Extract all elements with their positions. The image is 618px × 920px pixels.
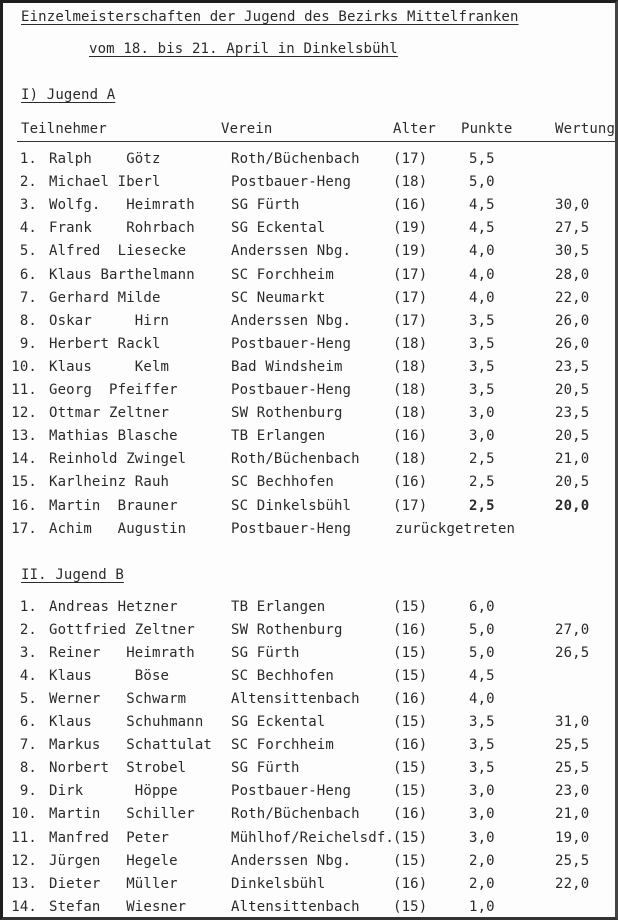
rating-value: 27,0 xyxy=(555,622,590,639)
points-value: 3,5 xyxy=(469,760,495,777)
rating-value: 25,5 xyxy=(555,852,590,869)
club-name: SC Bechhofen xyxy=(231,668,334,685)
section-heading-jugend-a: I) Jugend A xyxy=(21,87,116,103)
row-number: 12. xyxy=(11,852,37,869)
age-value: (15) xyxy=(393,599,428,615)
age-value: (15) xyxy=(393,760,428,777)
row-number: 10. xyxy=(11,806,37,823)
age-value: (16) xyxy=(393,428,428,445)
club-name: Mühlhof/Reichelsdf. xyxy=(231,829,394,846)
participant-name: Klaus Schuhmann xyxy=(49,714,204,731)
age-value: (16) xyxy=(393,691,428,708)
club-name: SW Rothenburg xyxy=(231,622,343,639)
points-value: 3,5 xyxy=(469,335,495,352)
participant-name: Herbert Rackl xyxy=(49,335,161,352)
age-value: (16) xyxy=(393,474,428,491)
participant-name: Ralph Götz xyxy=(49,151,161,167)
rating-value: 20,5 xyxy=(555,382,590,398)
participant-name: Mathias Blasche xyxy=(49,428,178,445)
points-value: 4,0 xyxy=(469,243,495,260)
participant-name: Wolfg. Heimrath xyxy=(49,197,195,214)
rating-value: 20,0 xyxy=(555,497,590,514)
row-number: 7. xyxy=(19,737,37,754)
participant-name: Stefan Wiesner xyxy=(49,898,187,915)
age-value: (16) xyxy=(393,875,428,892)
points-value: 5,0 xyxy=(469,174,495,191)
club-name: SC Forchheim xyxy=(231,266,334,283)
participant-name: Achim Augustin xyxy=(49,520,187,537)
rating-value: 30,0 xyxy=(555,197,590,214)
points-value: 4,0 xyxy=(469,691,495,708)
row-number: 4. xyxy=(19,220,37,237)
age-value: (18) xyxy=(393,405,428,422)
club-name: SC Dinkelsbühl xyxy=(231,497,352,514)
age-value: (17) xyxy=(393,266,428,283)
club-name: Anderssen Nbg. xyxy=(231,243,352,260)
points-value: 4,5 xyxy=(469,197,495,214)
row-number: 8. xyxy=(19,312,37,329)
header-divider xyxy=(17,141,615,142)
age-value: (18) xyxy=(393,335,428,352)
club-name: TB Erlangen xyxy=(231,599,326,615)
club-name: SW Rothenburg xyxy=(231,405,343,422)
row-number: 2. xyxy=(19,622,37,639)
rating-value: 26,0 xyxy=(555,312,590,329)
age-value: (15) xyxy=(393,852,428,869)
participant-name: Alfred Liesecke xyxy=(49,243,187,260)
age-value: (17) xyxy=(393,151,428,167)
points-value: 3,0 xyxy=(469,405,495,422)
club-name: Altensittenbach xyxy=(231,898,360,915)
row-number: 16. xyxy=(11,497,37,514)
points-value: 3,0 xyxy=(469,428,495,445)
rating-value: 26,0 xyxy=(555,335,590,352)
rating-value: 22,0 xyxy=(555,875,590,892)
participant-name: Martin Schiller xyxy=(49,806,195,823)
club-name: SC Bechhofen xyxy=(231,474,334,491)
age-value: (15) xyxy=(393,898,428,915)
row-number: 14. xyxy=(11,898,37,915)
age-value: (16) xyxy=(393,737,428,754)
age-value: (16) xyxy=(393,197,428,214)
club-name: Postbauer-Heng xyxy=(231,520,352,537)
rating-value: 26,5 xyxy=(555,645,590,662)
row-number: 13. xyxy=(11,875,37,892)
club-name: Roth/Büchenbach xyxy=(231,806,360,823)
club-name: Altensittenbach xyxy=(231,691,360,708)
points-value: 3,5 xyxy=(469,714,495,731)
age-value: (15) xyxy=(393,783,428,800)
points-value: 4,5 xyxy=(469,220,495,237)
row-number: 1. xyxy=(19,151,37,167)
points-value: 3,5 xyxy=(469,312,495,329)
participant-name: Norbert Strobel xyxy=(49,760,187,777)
points-value: 5,0 xyxy=(469,622,495,639)
rating-value: 21,0 xyxy=(555,451,590,468)
row-number: 11. xyxy=(11,829,37,846)
rating-value: 21,0 xyxy=(555,806,590,823)
row-number: 14. xyxy=(11,451,37,468)
rating-value: 19,0 xyxy=(555,829,590,846)
points-value: 2,5 xyxy=(469,474,495,491)
row-number: 6. xyxy=(19,714,37,731)
participant-name: Jürgen Hegele xyxy=(49,852,178,869)
club-name: Postbauer-Heng xyxy=(231,783,352,800)
participant-name: Michael Iberl xyxy=(49,174,161,191)
participant-name: Werner Schwarm xyxy=(49,691,187,708)
row-number: 6. xyxy=(19,266,37,283)
participant-name: Martin Brauner xyxy=(49,497,178,514)
rating-value: 25,5 xyxy=(555,760,590,777)
row-number: 12. xyxy=(11,405,37,422)
age-value: (16) xyxy=(393,806,428,823)
participant-name: Klaus Barthelmann xyxy=(49,266,195,283)
participant-name: Gerhard Milde xyxy=(49,289,161,306)
rating-value: 27,5 xyxy=(555,220,590,237)
age-value: (18) xyxy=(393,174,428,191)
participant-name: Manfred Peter xyxy=(49,829,170,846)
club-name: SC Forchheim xyxy=(231,737,334,754)
age-value: (15) xyxy=(393,668,428,685)
age-value: (17) xyxy=(393,312,428,329)
participant-name: Reinhold Zwingel xyxy=(49,451,187,468)
rating-value: 23,5 xyxy=(555,358,590,375)
points-value: 2,5 xyxy=(469,497,495,514)
points-value: 3,5 xyxy=(469,382,495,398)
participant-name: Klaus Kelm xyxy=(49,358,170,375)
participant-name: Georg Pfeiffer xyxy=(49,382,178,398)
club-name: Dinkelsbühl xyxy=(231,875,326,892)
points-value: 3,5 xyxy=(469,358,495,375)
club-name: SG Fürth xyxy=(231,760,300,777)
row-number: 8. xyxy=(19,760,37,777)
rating-value: 23,5 xyxy=(555,405,590,422)
rating-value: 28,0 xyxy=(555,266,590,283)
column-header-punkte: Punkte xyxy=(461,121,513,137)
row-number: 7. xyxy=(19,289,37,306)
column-header-alter: Alter xyxy=(393,121,436,137)
row-number: 2. xyxy=(19,174,37,191)
age-value: (15) xyxy=(393,829,428,846)
age-value: (18) xyxy=(393,451,428,468)
participant-name: Ottmar Zeltner xyxy=(49,405,170,422)
club-name: SC Neumarkt xyxy=(231,289,326,306)
points-value: 3,0 xyxy=(469,783,495,800)
participant-name: Gottfried Zeltner xyxy=(49,622,195,639)
club-name: Bad Windsheim xyxy=(231,358,343,375)
rating-value: 20,5 xyxy=(555,428,590,445)
row-number: 11. xyxy=(11,382,37,398)
title-line-2: vom 18. bis 21. April in Dinkelsbühl xyxy=(89,41,398,57)
row-number: 3. xyxy=(19,645,37,662)
participant-name: Oskar Hirn xyxy=(49,312,170,329)
club-name: SG Fürth xyxy=(231,197,300,214)
points-value: 2,0 xyxy=(469,875,495,892)
club-name: Anderssen Nbg. xyxy=(231,852,352,869)
participant-name: Dirk Höppe xyxy=(49,783,178,800)
points-value: 6,0 xyxy=(469,599,495,615)
points-value: 4,0 xyxy=(469,289,495,306)
age-value: (19) xyxy=(393,220,428,237)
row-number: 9. xyxy=(19,783,37,800)
row-number: 4. xyxy=(19,668,37,685)
rating-value: 20,5 xyxy=(555,474,590,491)
column-header-teilnehmer: Teilnehmer xyxy=(21,121,107,137)
club-name: SG Eckental xyxy=(231,220,326,237)
age-value: (15) xyxy=(393,645,428,662)
withdrawn-note: zurückgetreten xyxy=(395,520,516,537)
participant-name: Markus Schattulat xyxy=(49,737,212,754)
club-name: TB Erlangen xyxy=(231,428,326,445)
club-name: Roth/Büchenbach xyxy=(231,151,360,167)
section-heading-jugend-b: II. Jugend B xyxy=(21,567,124,583)
club-name: Postbauer-Heng xyxy=(231,335,352,352)
column-header-wertung: Wertung xyxy=(555,121,616,137)
rating-value: 23,0 xyxy=(555,783,590,800)
row-number: 3. xyxy=(19,197,37,214)
club-name: Roth/Büchenbach xyxy=(231,451,360,468)
club-name: Anderssen Nbg. xyxy=(231,312,352,329)
points-value: 2,5 xyxy=(469,451,495,468)
row-number: 10. xyxy=(11,358,37,375)
age-value: (18) xyxy=(393,358,428,375)
rating-value: 30,5 xyxy=(555,243,590,260)
participant-name: Frank Rohrbach xyxy=(49,220,195,237)
club-name: Postbauer-Heng xyxy=(231,174,352,191)
rating-value: 22,0 xyxy=(555,289,590,306)
row-number: 9. xyxy=(19,335,37,352)
points-value: 5,0 xyxy=(469,645,495,662)
column-header-verein: Verein xyxy=(221,121,273,137)
participant-name: Klaus Böse xyxy=(49,668,170,685)
points-value: 1,0 xyxy=(469,898,495,915)
row-number: 5. xyxy=(19,691,37,708)
age-value: (17) xyxy=(393,289,428,306)
points-value: 3,5 xyxy=(469,737,495,754)
points-value: 4,0 xyxy=(469,266,495,283)
age-value: (19) xyxy=(393,243,428,260)
points-value: 5,5 xyxy=(469,151,495,167)
participant-name: Karlheinz Rauh xyxy=(49,474,170,491)
points-value: 3,0 xyxy=(469,806,495,823)
age-value: (18) xyxy=(393,382,428,398)
club-name: SG Fürth xyxy=(231,645,300,662)
rating-value: 31,0 xyxy=(555,714,590,731)
participant-name: Dieter Müller xyxy=(49,875,178,892)
row-number: 13. xyxy=(11,428,37,445)
points-value: 3,0 xyxy=(469,829,495,846)
club-name: SG Eckental xyxy=(231,714,326,731)
points-value: 4,5 xyxy=(469,668,495,685)
age-value: (16) xyxy=(393,622,428,639)
rating-value: 25,5 xyxy=(555,737,590,754)
row-number: 5. xyxy=(19,243,37,260)
participant-name: Andreas Hetzner xyxy=(49,599,178,615)
row-number: 17. xyxy=(11,520,37,537)
participant-name: Reiner Heimrath xyxy=(49,645,195,662)
row-number: 1. xyxy=(19,599,37,615)
age-value: (15) xyxy=(393,714,428,731)
age-value: (17) xyxy=(393,497,428,514)
points-value: 2,0 xyxy=(469,852,495,869)
title-line-1: Einzelmeisterschaften der Jugend des Bezirks Mittelfranken xyxy=(21,9,519,25)
row-number: 15. xyxy=(11,474,37,491)
club-name: Postbauer-Heng xyxy=(231,382,352,398)
